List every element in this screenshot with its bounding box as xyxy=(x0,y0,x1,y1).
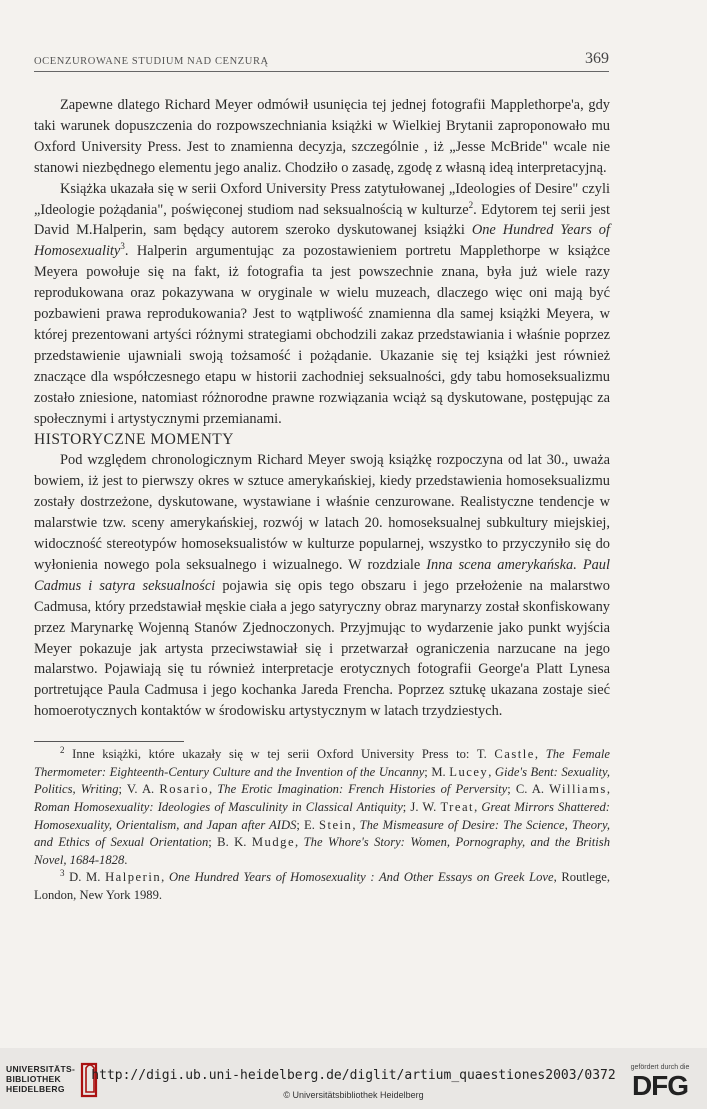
text-run: . Edytorem tej serii jest David M.Halperin, sam będący autorem szeroko dyskutowanej książki xyxy=(34,201,610,239)
chapter-title: Inna scena amerykańska. Paul Cadmus i satyra seksualności xyxy=(34,556,610,594)
book-title: The Female Thermometer: Eighteenth-Century Culture and the Invention of the Uncanny xyxy=(34,747,610,779)
text-run: ; V. A. xyxy=(118,782,160,797)
copyright-notice: © Universitätsbibliothek Heidelberg xyxy=(283,1090,424,1100)
text-run: Inne książki, które ukazały się w tej serii Oxford University Press to: T. xyxy=(64,747,495,762)
author-name: Halperin xyxy=(105,870,162,885)
book-title: Great Mirrors Shattered: Homosexuality, Orientalism, and Japan after AIDS xyxy=(34,799,610,832)
footnote-ref[interactable]: 2 xyxy=(468,199,474,210)
footnote-number: 2 xyxy=(60,745,65,755)
funder-block[interactable] xyxy=(625,1064,695,1101)
footnote-ref[interactable]: 3 xyxy=(120,241,125,252)
footnotes xyxy=(34,741,610,904)
book-title: The Mismeasure of Desire: The Science, Theory, and Ethics of Sexual Orientation xyxy=(34,817,611,850)
text-run: ; E. xyxy=(296,817,319,832)
footnote-rule xyxy=(34,741,184,742)
author-name: Lucey xyxy=(449,764,489,779)
author-name: Treat xyxy=(440,799,475,814)
text-run: ; M. xyxy=(424,764,450,779)
book-title: One Hundred Years of Homosexuality xyxy=(34,222,610,260)
book-title: The Erotic Imagination: French Histories of Perversity xyxy=(217,782,508,797)
funder-caption: gefördert durch die xyxy=(630,1064,690,1071)
page-number: 369 xyxy=(585,50,609,67)
text-run: ; B. K. xyxy=(208,835,252,850)
text-run: ; C. A. xyxy=(507,782,550,797)
footnote-3: $^3$ D. M. Halperin, One Hundred Years of Homosexuality : And Other Essays on Greek Love, Routlege, London, New York 1989. xyxy=(34,868,610,902)
header-rule xyxy=(34,71,609,72)
dfg-logo: DFG xyxy=(631,1070,689,1101)
text-run: pojawia się opis tego obszaru i jego przełożenie na malarstwo Cadmusa, który przedstawiał męskie ciała a jego satyryczny obraz marynarzy został skonfiskowany przez Marynarkę Wojenną Stanów Zjednoczonych. Przyjmując to wydarzenie jako punkt wyjścia Meyer pokazuje jak artysta przeciwstawiał się i przetwarzał ograniczenia narzucane na jego malarstwo. Pojawiają się tu również interpretacje erotycznych fotografii George'a Platt Lynesa portretujące Paula Cadmusa i jego kochanka Jareda Frencha. Poprzez sztukę ukazana zostaje sieć homoerotycznych kontaktów w środowisku artystycznym w latach trzydziestych. xyxy=(34,577,611,720)
book-title: Gide's Bent: Sexuality, Politics, Writing xyxy=(34,764,610,797)
text-run: . Halperin argumentując za pozostawieniem portretu Mapplethorpe w książce Meyera powołuje się na fakt, iż fotografia ta jest powszechnie znana, była już wiele razy reprodukowana oraz pokazywana w oryginale w wielu muzeach, dlaczego więc oni mają być pozbawieni prawa reprodukowania? Jest to wątpliwość znamienna dla samej książki Meyera, w której prezentowani artyści różnymi strategiami obchodzili zakaz przedstawiania i właśnie poprzez przedstawienie ujawniali swoją tożsamość i pożądanie. Ukazanie się tej książki jest również znaczące dla współczesnego etapu w historii zachodniej seksualności, gdy tabu homoseksualizmu zostało zniesione, natomiast różnorodne prawne rozwiązania wciąż są dyskutowane, postępując za społecznymi i artystycznymi przemianami. xyxy=(34,243,610,427)
paragraph-1: Zapewne dlatego Richard Meyer odmówił usunięcia tej jednej fotografii Mapplethorpe'a, gdy taki warunek dopuszczenia do rozpowszechniania książki w Wielkiej Brytanii zaproponowało mu Oxford University Press. Jest to znamienna decyzja, szczególnie , iż „Jesse McBride" wcale nie stanowi niezbędnego elementu jego analiz. Chodziło o zasadę, zgodę z własną ideą interpretacyjną. xyxy=(34,97,610,176)
book-title: One Hundred Years of Homosexuality : And Other Essays on Greek Love xyxy=(168,870,554,885)
text-run: Książka ukazała się w serii Oxford University Press zatytułowanej „Ideologies of Desire" czyli „Ideologie pożądania", poświęconej studiom nad seksualnością w kulturze xyxy=(34,180,610,218)
body-text xyxy=(34,95,610,905)
text-run: D. M. xyxy=(64,870,106,885)
author-name: Rosario xyxy=(159,782,209,797)
paragraph-3 xyxy=(34,450,610,722)
author-name: Williams xyxy=(549,782,607,797)
text-run: , Routlege, London, New York 1989. xyxy=(34,870,610,902)
paragraph-2 xyxy=(34,179,610,430)
document-url-link[interactable]: http://digi.ub.uni-heidelberg.de/diglit/artium_quaestiones2003/0372 xyxy=(91,1068,616,1083)
author-name: Stein xyxy=(318,817,353,832)
book-title: The Whore's Story: Women, Pornography, and the British Novel, 1684-1828 xyxy=(34,835,610,867)
author-name: Castle xyxy=(494,747,535,762)
text-run: . xyxy=(124,852,128,867)
text-run: Pod względem chronologicznym Richard Meyer swoją książkę rozpoczyna od lat 30., uważa bowiem, iż jest to pierwszy okres w sztuce amerykańskiej, kiedy przedstawienia homoseksualizmu zostały dostrzeżone, dyskutowane, wystawiane i właśnie cenzurowane. Realistyczne tendencje w malarstwie tzw. sceny amerykańskiej, rozwój w latach 20. homoseksualnej subkultury miejskiej, widoczność stereotypów homoseksualistów w kulturze popularnej, wszystko to przyczyniło się do wyłonienia nowego pola seksualnego i wizualnego. W rozdziale xyxy=(34,452,610,573)
library-logo-text: UNIVERSITÄTS- BIBLIOTHEK HEIDELBERG xyxy=(6,1064,76,1094)
section-heading: HISTORYCZNE MOMENTY xyxy=(34,430,234,448)
author-name: Mudge xyxy=(251,835,296,850)
footnote-number: 3 xyxy=(60,868,65,879)
running-title: OCENZUROWANE STUDIUM NAD CENZURĄ xyxy=(34,56,269,67)
text-run: ; J. W. xyxy=(402,799,441,814)
footnote-2: $^2$ Inne książki, które ukazały się w tej serii Oxford University Press to: T. Castle, The Female Thermometer: Eighteenth-Century Culture and the Invention of the Uncanny; M. Lucey, Gide's Bent: Sexuality, Politics, Writing; V. A. Rosario, The Erotic Imagination: French Histories of Perversity; C. A. Williams, Roman Homosexuality: Ideologies of Masculinity in Classical Antiquity; J. W. Treat, Great Mirrors Shattered: Homosexuality, Orientalism, and Japan after AIDS; E. Stein, The Mismeasure of Desire: The Science, Theory, and Ethics of Sexual Orientation; B. K. Mudge, The Whore's Story: Women, Pornography, and the British Novel, 1684-1828. xyxy=(34,745,611,867)
book-title: Roman Homosexuality: Ideologies of Masculinity in Classical Antiquity xyxy=(34,799,403,814)
